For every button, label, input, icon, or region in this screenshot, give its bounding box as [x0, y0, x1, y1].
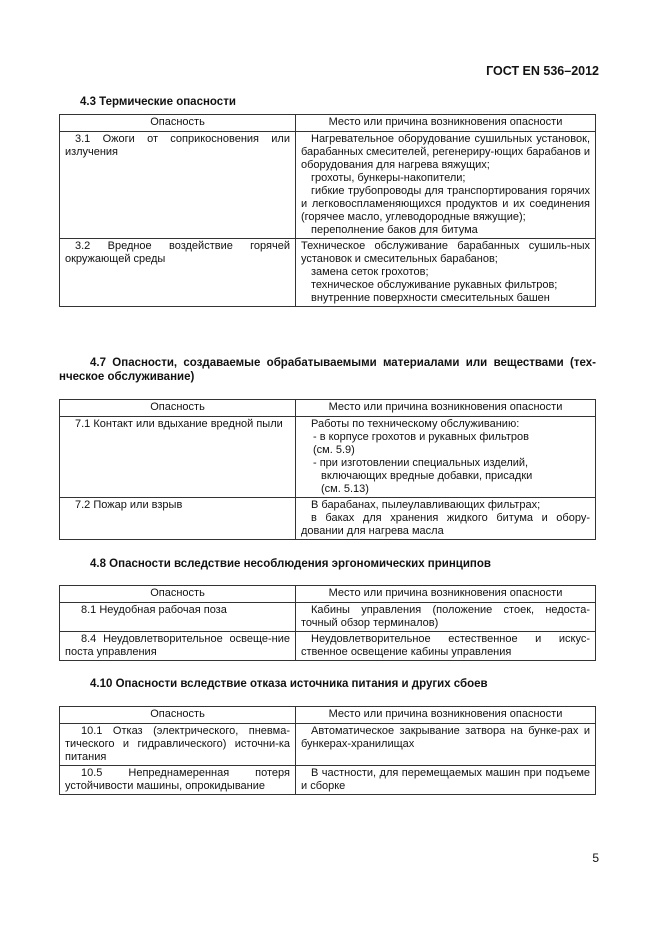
section-title-4-8: 4.8 Опасности вследствие несоблюдения эргономических принципов: [90, 558, 491, 570]
section-title-4-10: 4.10 Опасности вследствие отказа источника питания и других сбоев: [90, 678, 488, 690]
location-line: В частности, для перемещаемых машин при подъеме и сборке: [301, 767, 590, 792]
table-row: [60, 239, 596, 307]
hazard-cell: 10.1 Отказ (электрического, пневма-тического и гидравлического) источни-ка питания: [60, 724, 296, 766]
location-line: переполнение баков для битума: [311, 224, 478, 236]
location-line: в баках для хранения жидкого битума и обору-довании для нагрева масла: [301, 512, 590, 537]
location-line: замена сеток грохотов;: [311, 266, 429, 278]
location-line: Нагревательное оборудование сушильных установок, барабанных смесителей, регенериру-ющих барабанов и оборудования для нагрева вяжущих;: [301, 133, 591, 171]
table-material-hazards: [59, 399, 596, 540]
location-line: грохоты, бункеры-накопители;: [311, 172, 466, 184]
table-power-failure-hazards: [59, 706, 596, 795]
location-line: внутренние поверхности смесительных башен: [311, 292, 550, 304]
table-row: [60, 498, 596, 540]
hazard-cell: 3.2 Вредное воздействие горячей окружающей среды: [60, 239, 296, 307]
location-cell: [296, 603, 596, 632]
table-row: [60, 632, 596, 661]
location-line: Неудовлетворительное естественное и искус-ственное освещение кабины управления: [301, 633, 590, 658]
table-row: [60, 132, 596, 239]
location-line: (см. 5.13): [321, 483, 369, 495]
location-cell: [296, 132, 596, 239]
location-line: Работы по техническому обслуживанию:: [311, 418, 520, 430]
table-ergonomic-hazards: [59, 585, 596, 661]
table-header-row: [60, 707, 596, 724]
hazard-cell: 7.2 Пожар или взрыв: [60, 498, 296, 540]
table-header-row: [60, 586, 596, 603]
col-header-hazard: Опасность: [60, 115, 296, 132]
table-header-row: [60, 115, 596, 132]
hazard-cell: 10.5 Непреднамеренная потеря устойчивости машины, опрокидывание: [60, 766, 296, 795]
table-header-row: [60, 400, 596, 417]
col-header-location: Место или причина возникновения опасности: [296, 400, 596, 417]
location-cell: [296, 766, 596, 795]
location-line: гибкие трубопроводы для транспортирования горячих и легковоспламеняющихся продуктов и их соединения (горячее масло, углеводородные вяжущие);: [301, 185, 590, 223]
section-title-4-7: 4.7 Опасности, создаваемые обрабатываемыми материалами или веществами (тех-нческое обслуживание): [59, 357, 596, 383]
col-header-location: Место или причина возникновения опасности: [296, 115, 596, 132]
location-line: Техническое обслуживание барабанных сушиль-ных установок и смесительных барабанов;: [301, 240, 590, 265]
col-header-location: Место или причина возникновения опасности: [296, 707, 596, 724]
location-line: Автоматическое закрывание затвора на бунке-рах и бункерах-хранилищах: [301, 725, 590, 750]
location-line: техническое обслуживание рукавных фильтров;: [311, 279, 558, 291]
table-thermal-hazards: [59, 114, 596, 307]
location-cell: [296, 632, 596, 661]
col-header-hazard: Опасность: [60, 586, 296, 603]
table-row: [60, 724, 596, 766]
location-cell: [296, 239, 596, 307]
table-row: [60, 417, 596, 498]
hazard-cell: 7.1 Контакт или вдыхание вредной пыли: [60, 417, 296, 498]
location-line: - при изготовлении специальных изделий,: [313, 457, 529, 469]
table-row: [60, 603, 596, 632]
col-header-location: Место или причина возникновения опасности: [296, 586, 596, 603]
col-header-hazard: Опасность: [60, 707, 296, 724]
col-header-hazard: Опасность: [60, 400, 296, 417]
location-cell: [296, 724, 596, 766]
location-cell: [296, 417, 596, 498]
hazard-cell: 8.1 Неудобная рабочая поза: [60, 603, 296, 632]
location-line: - в корпусе грохотов и рукавных фильтров: [313, 431, 529, 443]
location-line: (см. 5.9): [313, 444, 355, 456]
location-line: Кабины управления (положение стоек, недоста-точный обзор терминалов): [301, 604, 590, 629]
location-line: В барабанах, пылеулавливающих фильтрах;: [311, 499, 541, 511]
hazard-cell: 3.1 Ожоги от соприкосновения или излучения: [60, 132, 296, 239]
hazard-cell: 8.4 Неудовлетворительное освеще-ние поста управления: [60, 632, 296, 661]
table-row: [60, 766, 596, 795]
page-number: 5: [592, 851, 599, 865]
section-title-4-3: 4.3 Термические опасности: [80, 96, 236, 108]
location-line: включающих вредные добавки, присадки: [321, 470, 533, 482]
document-standard-code: ГОСТ EN 536–2012: [486, 64, 599, 78]
location-cell: [296, 498, 596, 540]
